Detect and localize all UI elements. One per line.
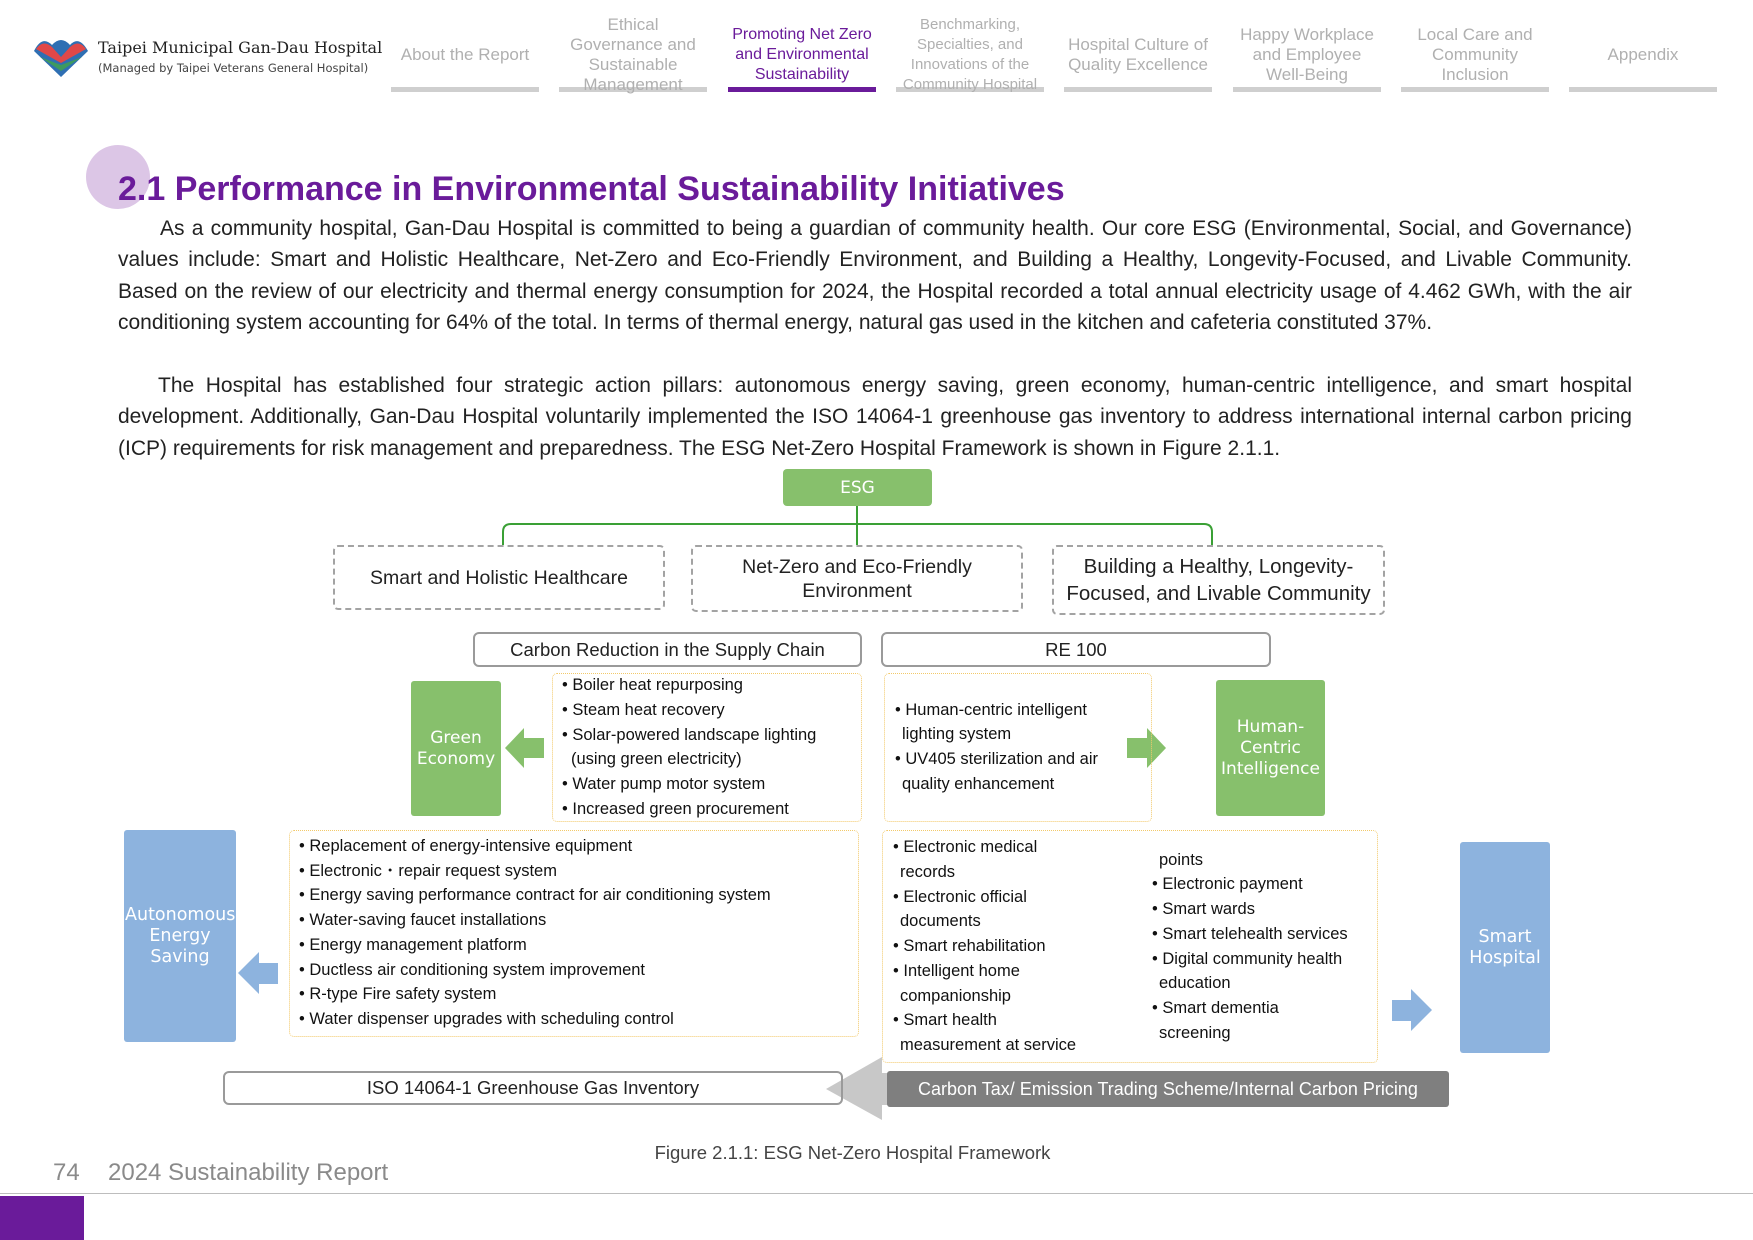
list-item: • Electronic medical bbox=[893, 838, 1038, 856]
value-box-net-zero: Net-Zero and Eco-Friendly Environment bbox=[691, 545, 1023, 612]
list-item: • Ductless air conditioning system improvement bbox=[299, 958, 771, 983]
figure-caption: Figure 2.1.1: ESG Net-Zero Hospital Framework bbox=[654, 1142, 1051, 1163]
page-number: 74 bbox=[53, 1159, 80, 1186]
list-item: • Water dispenser upgrades with scheduling control bbox=[299, 1007, 771, 1032]
green-economy-box: Green Economy bbox=[411, 681, 501, 816]
supply-chain-box: Carbon Reduction in the Supply Chain bbox=[473, 632, 862, 667]
list-item: • Water-saving faucet installations bbox=[299, 908, 771, 933]
list-item: • Electronic payment bbox=[1152, 875, 1303, 893]
autonomous-energy-box: Autonomous Energy Saving bbox=[124, 830, 236, 1042]
arrow-left-green-icon bbox=[505, 728, 544, 768]
list-item: • Smart dementia bbox=[1152, 999, 1279, 1017]
nav-tab-appendix[interactable]: Appendix bbox=[1569, 22, 1717, 92]
list-item: documents bbox=[900, 912, 981, 930]
list-item: • Replacement of energy-intensive equipment bbox=[299, 834, 771, 859]
hospital-name: Taipei Municipal Gan-Dau Hospital bbox=[98, 38, 383, 57]
list-item: education bbox=[1159, 974, 1231, 992]
smart-hospital-box: Smart Hospital bbox=[1460, 842, 1550, 1053]
nav-tab-hospital-culture[interactable]: Hospital Culture of Quality Excellence bbox=[1064, 22, 1212, 92]
list-item: quality enhancement bbox=[902, 775, 1055, 793]
nav-tab-local-care[interactable]: Local Care and Community Inclusion bbox=[1401, 22, 1549, 92]
intro-paragraph-1: As a community hospital, Gan-Dau Hospital is committed to being a guardian of community health. Our core ESG (Environmental, Social, and Governance) values include: Smart and Holistic Healthcare, Net-Zero and Eco-Friendly Environment, and Building a Healthy, Longevity-Focused, and Livable Community. Based on the review of our electricity and thermal energy consumption for 2024, the Hospital recorded a total annual electricity usage of 4.462 GWh, with the air conditioning system accounting for 64% of the total. In terms of thermal energy, natural gas used in the kitchen and cafeteria constituted 37%. bbox=[118, 217, 1632, 334]
list-item: lighting system bbox=[902, 725, 1012, 743]
arrow-left-blue-icon bbox=[238, 952, 278, 994]
carbon-tax-box: Carbon Tax/ Emission Trading Scheme/Internal Carbon Pricing bbox=[887, 1071, 1449, 1107]
list-item: • Energy saving performance contract for air conditioning system bbox=[299, 883, 771, 908]
re100-box: RE 100 bbox=[881, 632, 1271, 667]
list-item: • Electronic official bbox=[893, 888, 1027, 906]
list-item: • Water pump motor system bbox=[562, 775, 766, 793]
list-item: • Solar-powered landscape lighting bbox=[562, 726, 817, 744]
list-item: • Smart health bbox=[893, 1011, 997, 1029]
nav-tab-ethical-governance[interactable]: Ethical Governance and Sustainable Management bbox=[559, 22, 707, 92]
human-centric-box: Human-Centric Intelligence bbox=[1216, 680, 1325, 816]
value-box-smart-healthcare: Smart and Holistic Healthcare bbox=[333, 545, 665, 610]
nav-tab-net-zero[interactable]: Promoting Net Zero and Environmental Sustainability bbox=[728, 22, 876, 92]
footer-accent-block bbox=[0, 1196, 84, 1240]
arrow-right-blue-icon bbox=[1392, 989, 1432, 1031]
report-name: 2024 Sustainability Report bbox=[108, 1159, 389, 1186]
list-item: • Increased green procurement bbox=[562, 800, 789, 818]
list-item: • Digital community health bbox=[1152, 950, 1343, 968]
list-item: measurement at service bbox=[900, 1036, 1077, 1054]
footer-divider bbox=[0, 1193, 1753, 1194]
iso-inventory-box: ISO 14064-1 Greenhouse Gas Inventory bbox=[223, 1071, 843, 1105]
list-item: • UV405 sterilization and air bbox=[895, 750, 1098, 768]
list-item: records bbox=[900, 863, 956, 881]
list-item: • Steam heat recovery bbox=[562, 701, 725, 719]
list-item: • Human-centric intelligent bbox=[895, 701, 1087, 719]
value-box-livable-community: Building a Healthy, Longevity-Focused, and Livable Community bbox=[1052, 545, 1385, 615]
list-item: • Energy management platform bbox=[299, 933, 771, 958]
nav-tab-happy-workplace[interactable]: Happy Workplace and Employee Well-Being bbox=[1233, 22, 1381, 92]
section-title: 2.1 Performance in Environmental Sustainability Initiatives bbox=[118, 170, 1065, 208]
list-item: • Intelligent home bbox=[893, 962, 1020, 980]
list-item: • R-type Fire safety system bbox=[299, 982, 771, 1007]
list-item: points bbox=[1159, 851, 1204, 869]
list-item: • Electronic・repair request system bbox=[299, 859, 771, 884]
list-item: companionship bbox=[900, 987, 1011, 1005]
nav-tab-benchmarking[interactable]: Benchmarking, Specialties, and Innovations of the Community Hospital bbox=[896, 22, 1044, 92]
list-item: (using green electricity) bbox=[571, 750, 742, 768]
list-item: • Smart telehealth services bbox=[1152, 925, 1348, 943]
esg-root-box: ESG bbox=[783, 469, 932, 506]
hospital-subtitle: (Managed by Taipei Veterans General Hospital) bbox=[98, 61, 369, 75]
nav-tab-about-report[interactable]: About the Report bbox=[391, 22, 539, 92]
list-item: • Smart wards bbox=[1152, 900, 1255, 918]
intro-paragraph-2: The Hospital has established four strategic action pillars: autonomous energy saving, green economy, human-centric intelligence, and smart hospital development. Additionally, Gan-Dau Hospital voluntarily implemented the ISO 14064-1 greenhouse gas inventory to address international internal carbon pricing (ICP) requirements for risk management and preparedness. The ESG Net-Zero Hospital Framework is shown in Figure 2.1.1. bbox=[118, 374, 1632, 460]
list-item: screening bbox=[1159, 1024, 1231, 1042]
list-item: • Smart rehabilitation bbox=[893, 937, 1046, 955]
list-item: • Boiler heat repurposing bbox=[562, 676, 743, 694]
autonomous-list bbox=[299, 834, 771, 1032]
